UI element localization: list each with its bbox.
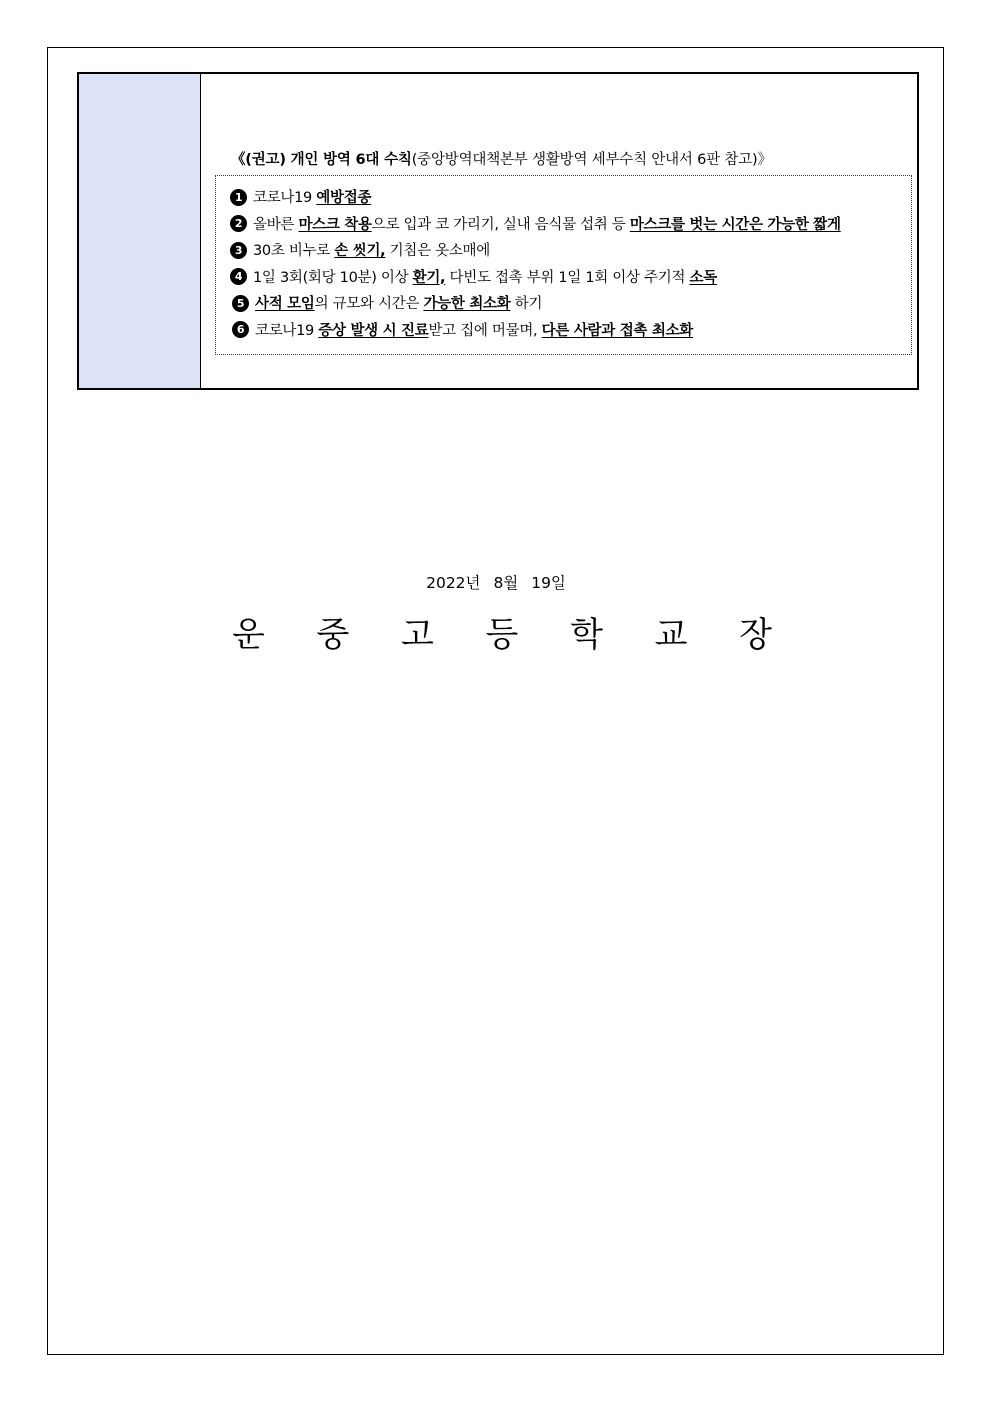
- rule-number-badge: 6: [232, 321, 249, 338]
- rule-text: 기침은 옷소매에: [385, 243, 490, 259]
- signature-char: 학: [570, 615, 603, 655]
- rule-emphasis: 예방접종: [316, 190, 372, 206]
- rule-text: 의 규모와 시간은: [314, 296, 424, 312]
- rule-text: 올바른: [253, 216, 299, 233]
- notice-table: [77, 72, 919, 390]
- rule-text: 코로나19: [255, 322, 319, 339]
- side-cell: [79, 74, 201, 388]
- heading-title: 《(권고) 개인 방역 6대 수칙: [231, 152, 412, 168]
- rule-emphasis: 마스크를 벗는 시간은 가능한 짧게: [629, 216, 841, 233]
- notice-heading: [231, 148, 772, 169]
- rule-text: 코로나19: [253, 190, 317, 206]
- rule-text: 1일 3회(회당 10분) 이상: [253, 269, 413, 286]
- rule-item: [216, 318, 911, 345]
- rule-number-badge: 4: [230, 268, 247, 285]
- rule-emphasis: 증상 발생 시 진료: [318, 322, 429, 339]
- rule-number-badge: 5: [232, 295, 249, 312]
- rule-item: [216, 212, 911, 239]
- signature-char: 고: [401, 615, 434, 655]
- rule-emphasis: 사적 모임: [255, 296, 315, 312]
- signature-char: 등: [485, 615, 519, 655]
- rule-number-badge: 2: [230, 215, 247, 232]
- rule-emphasis: 다른 사람과 접촉 최소화: [541, 322, 693, 339]
- rules-box: [215, 175, 912, 355]
- signature-char: 교: [654, 615, 688, 655]
- rule-item: [216, 238, 911, 265]
- rule-number-badge: 3: [230, 242, 247, 259]
- rule-item: [216, 185, 911, 212]
- rule-text: 으로 입과 코 가리기, 실내 음식물 섭취 등: [371, 216, 630, 233]
- rule-emphasis: 환기,: [412, 269, 446, 286]
- rule-emphasis: 소독: [689, 269, 717, 286]
- rule-item: [216, 265, 911, 292]
- issue-date: 2022년 8월 19일: [426, 574, 566, 592]
- signature-char: 운: [232, 615, 265, 655]
- rule-text: 하기: [510, 296, 543, 312]
- rule-emphasis: 가능한 최소화: [423, 296, 511, 312]
- rule-text: 30초 비누로: [253, 243, 335, 259]
- rule-number-badge: 1: [230, 189, 247, 206]
- heading-reference: (중앙방역대책본부 생활방역 세부수칙 안내서 6판 참고)》: [411, 152, 772, 168]
- rule-text: 다빈도 접촉 부위 1일 1회 이상 주기적: [445, 269, 690, 286]
- rule-emphasis: 마스크 착용: [298, 216, 372, 233]
- principal-signature: [232, 607, 772, 656]
- signature-char: 중: [316, 615, 350, 655]
- rule-emphasis: 손 씻기,: [334, 243, 386, 259]
- rule-item: [216, 291, 911, 318]
- signature-char: 장: [739, 615, 772, 655]
- notice-cell: [201, 74, 917, 388]
- rule-text: 받고 집에 머물며,: [428, 322, 542, 339]
